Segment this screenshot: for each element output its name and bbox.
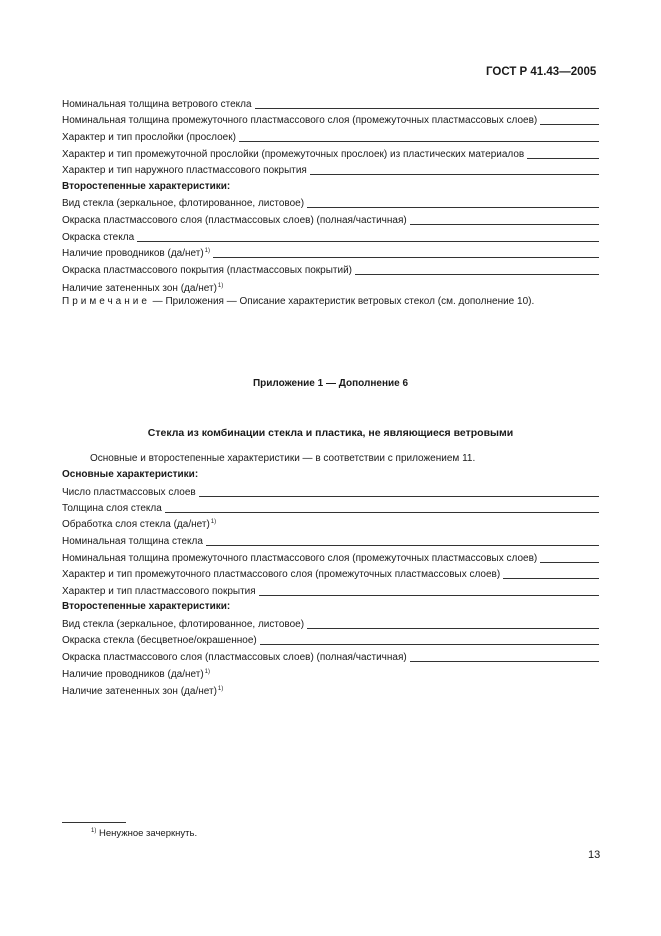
note [62,297,534,307]
form-line: Окраска стекла (бесцветное/окрашенное) [62,634,599,646]
footnote-marker: 1) [204,669,211,675]
form-line: Номинальная толщина стекла [62,535,599,547]
form-line: Характер и тип наружного пластмассового покрытия [62,164,599,176]
form-line: Окраска пластмассового слоя (пластмассовых слоев) (полная/частичная) [62,651,599,663]
document-id: ГОСТ Р 41.43—2005 [486,66,597,78]
footnote-marker: 1) [204,248,211,254]
section-title: Стекла из комбинации стекла и пластика, не являющиеся ветровыми [147,427,514,439]
form-line: Окраска пластмассового покрытия (пластмассовых покрытий) [62,264,599,276]
form-line: Номинальная толщина промежуточного пластмассового слоя (промежуточных пластмассовых слоев) [62,552,599,564]
form-line: Характер и тип промежуточного пластмассового слоя (промежуточных пластмассовых слоев) [62,568,599,580]
secondary-heading: Второстепенные характеристики: [62,601,231,612]
form-line: Окраска пластмассового слоя (пластмассовых слоев) (полная/частичная) [62,214,599,226]
note-label: Примечание [62,296,150,307]
form-line: Номинальная толщина промежуточного пластмассового слоя (промежуточных пластмассовых слоев) [62,114,599,126]
page-number: 13 [588,849,601,861]
footnote-rule [62,822,126,823]
form-line: Характер и тип пластмассового покрытия [62,585,599,597]
form-line: Наличие затененных зон (да/нет)$^{1)}$ [62,686,224,697]
main-heading: Основные характеристики: [62,469,199,480]
form-line: Вид стекла (зеркальное, флотированное, листовое) [62,618,599,630]
form-line: Вид стекла (зеркальное, флотированное, листовое) [62,197,599,209]
form-line: Номинальная толщина ветрового стекла [62,98,599,110]
appendix-title: Приложение 1 — Дополнение 6 [252,378,409,389]
form-line: Наличие проводников (да/нет)$^{1)}$ [62,247,599,259]
footnote-marker: 1) [217,686,224,692]
form-line: Наличие затененных зон (да/нет)$^{1)}$ [62,283,224,294]
form-line: Число пластмассовых слоев [62,486,599,498]
form-line: Толщина слоя стекла [62,502,599,514]
form-line: Окраска стекла [62,231,599,243]
form-line: Наличие проводников (да/нет)$^{1)}$ [62,669,211,680]
form-line: Обработка слоя стекла (да/нет)$^{1)}$ [62,519,217,530]
form-line: Характер и тип промежуточной прослойки (промежуточных прослоек) из пластических материалов [62,148,599,160]
footnote-marker: 1) [217,283,224,289]
footnote-marker: 1) [91,828,97,834]
footnote-marker: 1) [210,519,217,525]
secondary-heading: Второстепенные характеристики: [62,181,231,192]
form-line: Характер и тип прослойки (прослоек) [62,131,599,143]
intro-text: Основные и второстепенные характеристики — в соответствии с приложением 11. [90,453,476,464]
note-text: — Приложения — Описание характеристик ветровых стекол (см. дополнение 10). [149,296,535,307]
footnote: $^{1)}$ Ненужное зачеркнуть. [91,828,198,839]
